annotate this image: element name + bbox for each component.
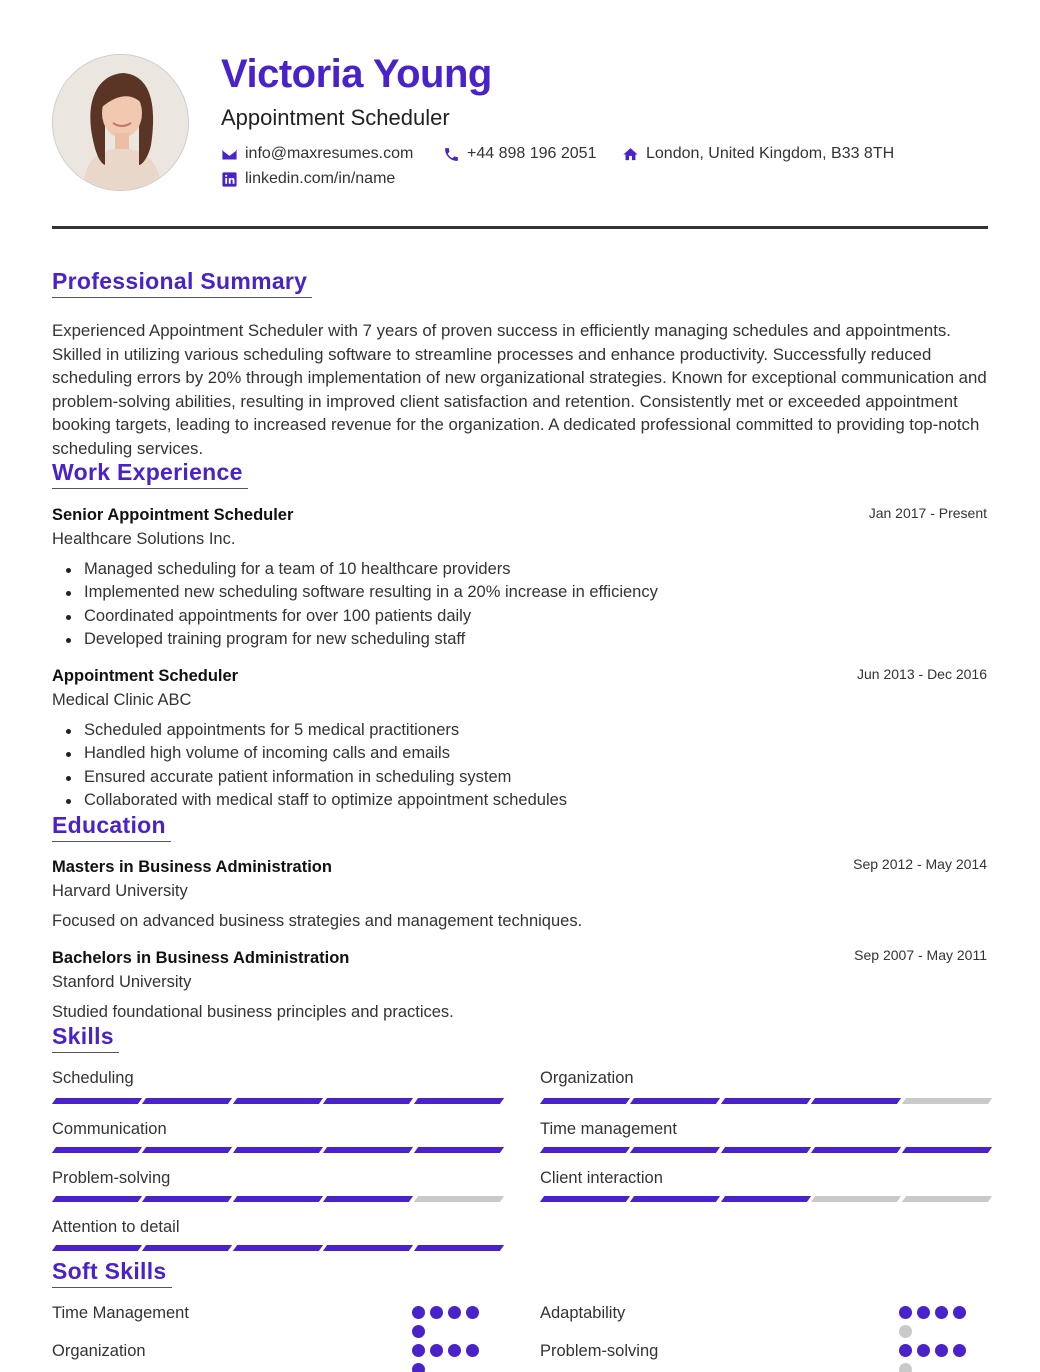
skill-segment-filled [721,1147,812,1153]
skill-segment-filled [811,1098,902,1104]
linkedin-icon [221,171,238,188]
rating-dot-filled [935,1344,948,1357]
contact-location-text: London, United Kingdom, B33 8TH [646,145,895,162]
edu-school: Harvard University [52,882,188,900]
rating-dot-filled [953,1344,966,1357]
summary-text: Experienced Appointment Scheduler with 7 years of proven success in efficiently managing schedules and appointments. Skilled in utilizing various scheduling software to streamline processes and enhance productivity. Successfully reduced scheduling errors by 20% through implementation of new organizational strategies. Known for exceptional communication and problem-solving abilities, resulting in improved client satisfaction and retention. Consistently met or exceeded appointment booking targets, leading to increased revenue for the organization. A dedicated professional committed to providing top-notch scheduling services. [52,321,987,458]
rating-dot-filled [917,1344,930,1357]
skill-label: Client interaction [540,1169,663,1187]
section-heading-experience: Work Experience [52,459,248,489]
skill-bar [542,1147,990,1153]
contact-phone-text: +44 898 196 2051 [467,145,597,162]
job-bullet: Developed training program for new scheduling staff [52,628,658,651]
skill-segment-filled [233,1098,324,1104]
skill-segment-empty [811,1196,902,1202]
header-divider [52,226,988,229]
skill-segment-filled [52,1147,143,1153]
rating-dot-filled [430,1344,443,1357]
job-bullet: Collaborated with medical staff to optimize appointment schedules [52,789,567,812]
section-heading-education: Education [52,812,171,842]
profile-photo [52,54,189,191]
job-bullets [52,558,658,651]
rating-dot-filled [448,1344,461,1357]
job-company: Medical Clinic ABC [52,691,192,709]
skill-segment-filled [630,1196,721,1202]
skill-segment-filled [52,1098,143,1104]
rating-dot-filled [412,1363,425,1372]
soft-skill-dots [412,1306,486,1338]
skill-bar [542,1098,990,1104]
envelope-icon [221,146,238,163]
rating-dot-filled [412,1306,425,1319]
skill-segment-filled [142,1245,233,1251]
skill-label: Problem-solving [52,1169,171,1187]
soft-skill-label: Adaptability [540,1304,626,1322]
candidate-name: Victoria Young [221,52,492,96]
soft-skill-dots [899,1306,973,1338]
job-bullet: Managed scheduling for a team of 10 healthcare providers [52,558,658,581]
edu-description: Focused on advanced business strategies and management techniques. [52,912,583,930]
soft-skill-label: Organization [52,1342,146,1360]
rating-dot-filled [466,1344,479,1357]
edu-degree: Bachelors in Business Administration [52,949,350,967]
skill-segment-filled [721,1196,812,1202]
job-date: Jan 2017 - Present [868,505,987,521]
section-heading-summary: Professional Summary [52,268,312,298]
rating-dot-filled [466,1306,479,1319]
rating-dot-filled [430,1306,443,1319]
skill-segment-filled [323,1098,414,1104]
job-bullet: Ensured accurate patient information in scheduling system [52,766,567,789]
soft-skill-dots [899,1344,973,1372]
edu-date: Sep 2007 - May 2011 [854,947,987,963]
home-icon [622,146,639,163]
job-bullet: Coordinated appointments for over 100 patients daily [52,605,658,628]
soft-skill-label: Time Management [52,1304,189,1322]
skill-label: Scheduling [52,1069,134,1087]
skill-segment-filled [142,1196,233,1202]
skill-segment-filled [414,1098,505,1104]
contact-phone[interactable] [443,145,596,163]
contact-email-text: info@maxresumes.com [245,145,414,162]
skill-segment-filled [233,1196,324,1202]
phone-icon [443,146,460,163]
candidate-title: Appointment Scheduler [221,105,450,130]
avatar-illustration [53,55,189,191]
job-bullets [52,719,567,812]
rating-dot-filled [935,1306,948,1319]
skill-segment-filled [540,1196,631,1202]
skill-segment-filled [142,1098,233,1104]
skill-segment-empty [902,1196,993,1202]
edu-degree: Masters in Business Administration [52,858,332,876]
skill-bar [54,1245,502,1251]
skill-segment-filled [540,1147,631,1153]
skill-label: Time management [540,1120,677,1138]
rating-dot-filled [917,1306,930,1319]
skill-segment-filled [630,1098,721,1104]
skill-segment-filled [323,1147,414,1153]
rating-dot-filled [899,1344,912,1357]
skill-segment-filled [414,1245,505,1251]
skill-segment-filled [323,1245,414,1251]
rating-dot-filled [412,1344,425,1357]
rating-dot-filled [953,1306,966,1319]
contact-location [622,145,894,163]
skill-bar [54,1098,502,1104]
skill-segment-filled [52,1245,143,1251]
section-heading-skills: Skills [52,1023,119,1053]
job-title: Senior Appointment Scheduler [52,506,294,524]
skill-segment-filled [414,1147,505,1153]
skill-segment-filled [323,1196,414,1202]
skill-label: Communication [52,1120,167,1138]
edu-school: Stanford University [52,973,192,991]
section-heading-soft-skills: Soft Skills [52,1258,172,1288]
job-date: Jun 2013 - Dec 2016 [857,666,987,682]
rating-dot-empty [899,1363,912,1372]
skill-segment-empty [414,1196,505,1202]
soft-skill-dots [412,1344,486,1372]
skill-label: Organization [540,1069,634,1087]
skill-label: Attention to detail [52,1218,180,1236]
contact-linkedin[interactable] [221,170,395,188]
rating-dot-empty [899,1325,912,1338]
skill-segment-empty [902,1098,993,1104]
skill-segment-filled [142,1147,233,1153]
rating-dot-filled [448,1306,461,1319]
job-title: Appointment Scheduler [52,667,239,685]
job-bullet: Implemented new scheduling software resulting in a 20% increase in efficiency [52,581,658,604]
contact-linkedin-text: linkedin.com/in/name [245,170,396,187]
skill-bar [542,1196,990,1202]
skill-segment-filled [811,1147,902,1153]
rating-dot-filled [412,1325,425,1338]
edu-description: Studied foundational business principles and practices. [52,1003,454,1021]
edu-date: Sep 2012 - May 2014 [853,856,987,872]
skill-segment-filled [233,1147,324,1153]
skill-segment-filled [630,1147,721,1153]
skill-segment-filled [52,1196,143,1202]
contact-email[interactable] [221,145,413,163]
job-bullet: Handled high volume of incoming calls and emails [52,742,567,765]
skill-bar [54,1196,502,1202]
soft-skill-label: Problem-solving [540,1342,659,1360]
skill-bar [54,1147,502,1153]
skill-segment-filled [233,1245,324,1251]
skill-segment-filled [902,1147,993,1153]
skill-segment-filled [721,1098,812,1104]
skill-segment-filled [540,1098,631,1104]
rating-dot-filled [899,1306,912,1319]
job-bullet: Scheduled appointments for 5 medical practitioners [52,719,567,742]
job-company: Healthcare Solutions Inc. [52,530,236,548]
